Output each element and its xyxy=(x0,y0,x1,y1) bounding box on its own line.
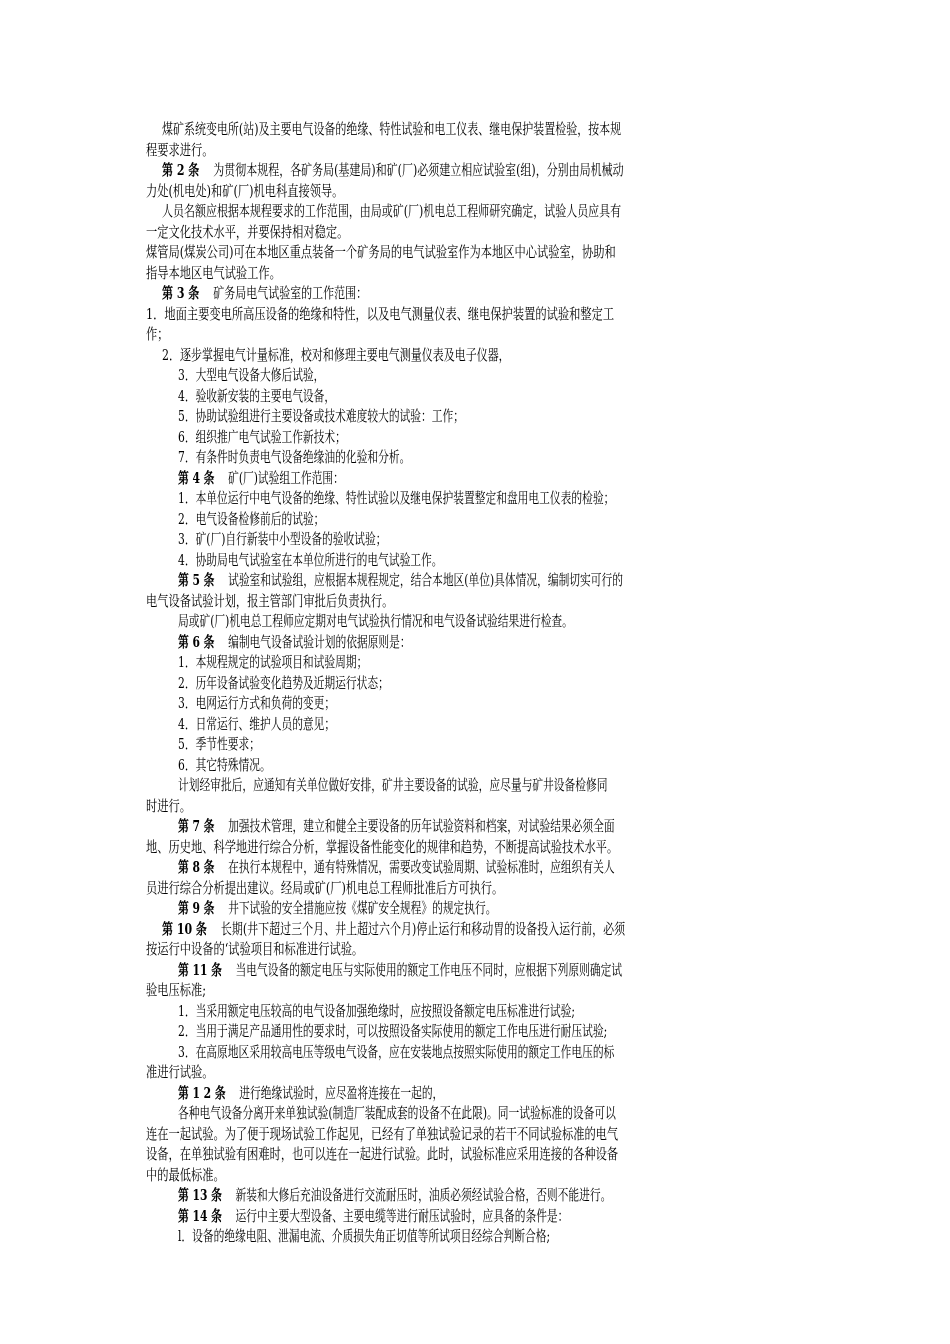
text-line xyxy=(146,140,858,160)
article-line xyxy=(178,1185,858,1205)
article-number: 第 1 2 条 xyxy=(178,1083,226,1102)
line-text: 2．历年设备试验变化趋势及近期运行状态； xyxy=(178,673,389,692)
line-text: 6．组织推广电气试验工作新技术； xyxy=(178,427,346,446)
text-line xyxy=(162,201,858,221)
line-text: 指导本地区电气试验工作。 xyxy=(146,263,281,282)
text-line xyxy=(146,263,858,283)
line-text: 4．验收新安装的主要电气设备， xyxy=(178,386,336,405)
text-line xyxy=(178,550,858,570)
article-line xyxy=(178,816,858,836)
text-line xyxy=(178,509,858,529)
text-line xyxy=(162,345,858,365)
article-line xyxy=(162,160,858,180)
article-line xyxy=(178,960,858,980)
line-text: 矿务局电气试验室的工作范围： xyxy=(213,284,368,302)
line-text: l．设备的绝缘电阻、泄漏电流、介质损失角正切值等所试项目经综合判断合格; xyxy=(178,1227,551,1245)
article-line xyxy=(178,898,858,918)
line-text: 局或矿(厂)机电总工程师应定期对电气试验执行情况和电气设备试验结果进行检查。 xyxy=(178,612,573,630)
article-number: 第 11 条 xyxy=(178,960,222,979)
article-line xyxy=(178,632,858,652)
article-line xyxy=(162,919,858,939)
line-text: 在执行本规程中，通有特殊情况，需要改变试验周期、试验标准时，应组织有关人 xyxy=(228,858,615,876)
text-line xyxy=(178,673,858,693)
text-line xyxy=(178,1021,858,1041)
line-text: 中的最低标准。 xyxy=(146,1165,225,1184)
article-number: 第 9 条 xyxy=(178,899,215,917)
text-line xyxy=(178,714,858,734)
text-line xyxy=(178,1001,858,1021)
article-number: 第 8 条 xyxy=(178,858,215,876)
line-text: 4．协助局电气试验室在本单位所进行的电气试验工作。 xyxy=(178,550,443,569)
article-line xyxy=(178,468,858,488)
line-text: 3．电网运行方式和负荷的变更； xyxy=(178,694,336,712)
line-text: 试验室和试验组，应根据本规程规定，结合本地区(单位)具体情况，编制切实可行的 xyxy=(228,571,623,589)
text-line xyxy=(146,837,858,857)
line-text: 人员名额应根据本规程要求的工作范围，由局或矿(厂)机电总工程师研究确定，试验人员应具有 xyxy=(162,202,622,220)
line-text: 编制电气设备试验计划的依据原则是： xyxy=(228,632,411,651)
text-line xyxy=(178,386,858,406)
article-number: 第 5 条 xyxy=(178,571,215,589)
line-text: 2．逐步掌握电气计量标准，校对和修理主要电气测量仪表及电子仪器， xyxy=(162,345,510,364)
text-line xyxy=(178,488,858,508)
line-text: 计划经审批后，应通知有关单位做好安排，矿井主要设备的试验，应尽量与矿井设备检修同 xyxy=(178,776,608,794)
text-line xyxy=(146,181,858,201)
text-line xyxy=(146,242,858,262)
article-number: 第 4 条 xyxy=(178,468,215,487)
text-line xyxy=(178,693,858,713)
line-text: 按运行中设备的‘试验项目和标准进行试验。 xyxy=(146,940,364,958)
article-number: 第 13 条 xyxy=(178,1186,222,1204)
text-line xyxy=(178,652,858,672)
text-line xyxy=(178,365,858,385)
article-number: 第 10 条 xyxy=(162,919,207,938)
article-number: 第 3 条 xyxy=(162,284,200,302)
line-text: 连在一起试验。为了便于现场试验工作起见，已经有了单独试验记录的若干不同试验标准的电气 xyxy=(146,1124,619,1143)
text-line xyxy=(146,1062,858,1082)
article-number: 第 14 条 xyxy=(178,1206,222,1225)
line-text: 2．电气设备检修前后的试验； xyxy=(178,509,325,528)
line-text: 6．其它特殊情况。 xyxy=(178,755,271,774)
line-text: 员进行综合分析提出建议。经局或矿(厂)机电总工程师批准后方可执行。 xyxy=(146,878,504,897)
line-text: 新装和大修后充油设备进行交流耐压时，油质必须经试验合格，否则不能进行。 xyxy=(235,1186,612,1204)
text-line xyxy=(178,1226,858,1246)
line-text: 5．协助试验组进行主要设备或技术难度较大的试验：工作； xyxy=(178,407,464,425)
article-line xyxy=(178,570,858,590)
text-line xyxy=(146,939,858,959)
line-text: 1．本规程规定的试验项目和试验周期； xyxy=(178,653,368,671)
line-text: 井下试验的安全措施应按《煤矿安全规程》的规定执行。 xyxy=(228,899,497,917)
text-line xyxy=(146,324,858,344)
line-text: 1．地面主要变电所高压设备的绝缘和特性，以及电气测量仪表、继电保护装置的试验和整定工 xyxy=(146,304,615,323)
article-number: 第 7 条 xyxy=(178,817,215,835)
line-text: 验电压标准; xyxy=(146,981,207,999)
text-line xyxy=(178,447,858,467)
line-text: 各种电气设备分离开来单独试验(制造厂装配成套的设备不在此限)。同一试验标准的设备可以 xyxy=(178,1104,616,1122)
line-text: 矿(厂)试验组工作范围： xyxy=(228,468,344,487)
line-text: 一定文化技术水平，并要保持相对稳定。 xyxy=(146,222,349,241)
line-text: 2．当用于满足产品通用性的要求时，可以按照设备实际使用的额定工作电压进行耐压试验; xyxy=(178,1022,608,1040)
text-line xyxy=(146,304,858,324)
line-text: 3．大型电气设备大修后试验， xyxy=(178,366,325,384)
line-text: 为贯彻本规程，各矿务局(基建局)和矿(厂)必须建立相应试验室(组)，分别由局机械动 xyxy=(213,161,624,179)
line-text: 1．当采用额定电压较高的电气设备加强绝缘时，应按照设备额定电压标准进行试验; xyxy=(178,1001,575,1020)
line-text: 时进行。 xyxy=(146,796,191,815)
text-line xyxy=(146,222,858,242)
line-text: 4．日常运行、维护人员的意见； xyxy=(178,714,336,733)
text-line xyxy=(146,1165,858,1185)
text-line xyxy=(146,1124,858,1144)
text-line xyxy=(178,427,858,447)
text-line xyxy=(178,406,858,426)
text-line xyxy=(146,980,858,1000)
line-text: 进行绝缘试验时，应尽盈将连接在一起的， xyxy=(239,1083,444,1102)
text-line xyxy=(162,119,858,139)
line-text: 力处(机电处)和矿(厂)机电科直接领导。 xyxy=(146,181,344,200)
line-text: 准进行试验。 xyxy=(146,1063,214,1081)
text-line xyxy=(146,1144,858,1164)
line-text: 运行中主要大型设备、主要电缆等进行耐压试验时，应具备的条件是： xyxy=(235,1206,569,1225)
article-line xyxy=(178,1083,858,1103)
line-text: 煤矿系统变电所(站)及主要电气设备的绝缘、特性试验和电工仪表、继电保护装置检验，按本规 xyxy=(162,120,622,138)
text-line xyxy=(178,1103,858,1123)
text-line xyxy=(146,796,858,816)
line-text: 1．本单位运行中电气设备的绝缘、特性试验以及继电保护装置整定和盘用电工仪表的检验； xyxy=(178,489,615,507)
line-text: 作； xyxy=(146,325,169,343)
line-text: 5．季节性要求； xyxy=(178,735,260,753)
text-line xyxy=(178,1042,858,1062)
article-number: 第 6 条 xyxy=(178,632,215,651)
line-text: 3．在高原地区采用较高电压等级电气设备，应在安装地点按照实际使用的额定工作电压的标 xyxy=(178,1042,615,1061)
text-line xyxy=(178,775,858,795)
line-text: 程要求进行。 xyxy=(146,140,214,159)
line-text: 7．有条件时负责电气设备绝缘油的化验和分析。 xyxy=(178,448,411,466)
text-line xyxy=(146,591,858,611)
article-line xyxy=(162,283,858,303)
line-text: 电气设备试验计划，报主管部门审批后负责执行。 xyxy=(146,591,394,610)
line-text: 煤管局(煤炭公司)可在本地区重点装备一个矿务局的电气试验室作为本地区中心试验室，协助和 xyxy=(146,243,616,261)
line-text: 加强技术管理，建立和健全主要设备的历年试验资料和档案，对试验结果必须全面 xyxy=(228,817,615,835)
line-text: 当电气设备的额定电压与实际使用的额定工作电压不同时，应根据下列原则确定试 xyxy=(235,960,623,979)
line-text: 设备，在单独试验有困难时，也可以连在一起进行试验。此时，试验标准应采用连接的各种设备 xyxy=(146,1145,619,1163)
line-text: 长期(井下超过三个月、井上超过六个月)停止运行和移动胃的设备投入运行前，必须 xyxy=(220,919,626,938)
text-line xyxy=(178,734,858,754)
text-line xyxy=(178,529,858,549)
text-line xyxy=(178,755,858,775)
article-line xyxy=(178,1206,858,1226)
line-text: 3．矿(厂)自行新装中小型设备的验收试验； xyxy=(178,530,387,548)
line-text: 地、历史地、科学地进行综合分析，掌握设备性能变化的规律和趋势，不断提高试验技术水平。 xyxy=(146,837,619,856)
text-line xyxy=(146,878,858,898)
text-line xyxy=(178,611,858,631)
article-line xyxy=(178,857,858,877)
article-number: 第 2 条 xyxy=(162,161,200,179)
